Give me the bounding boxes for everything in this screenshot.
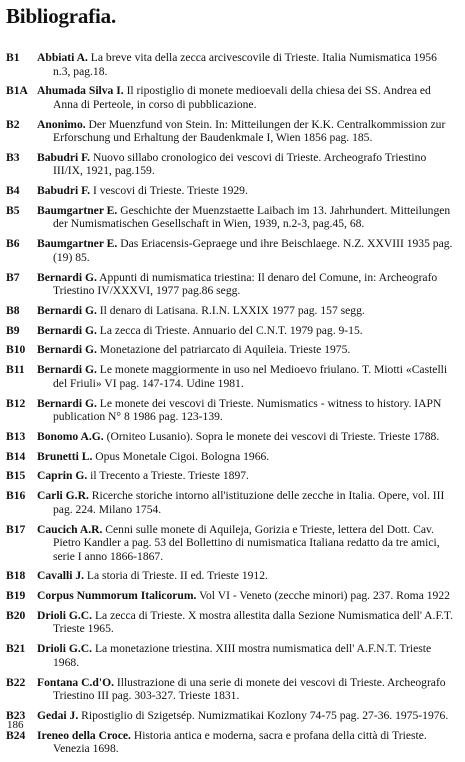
bibliography-entry (0, 450, 465, 464)
entry-continuation: Triestino IV/XXXVI, 1977 pag.86 segg. (53, 284, 241, 298)
entry-body (37, 709, 465, 723)
entry-continuation: 1968. (53, 655, 80, 669)
entry-text: Opus Monetale Cigoi. Bologna 1966. (92, 449, 270, 463)
entry-code: B5 (6, 203, 20, 217)
bibliography-list (0, 51, 465, 762)
entry-author: Caucich A.R. (37, 522, 103, 536)
entry-code: B17 (6, 522, 26, 536)
entry-code: B9 (6, 323, 20, 337)
entry-continuation: Venezia 1698. (53, 742, 119, 756)
entry-text: il Trecento a Trieste. Trieste 1897. (87, 469, 249, 483)
entry-body (37, 609, 465, 636)
entry-body (37, 729, 465, 756)
bibliography-entry (0, 237, 465, 264)
entry-body (37, 304, 465, 318)
entry-body (37, 151, 465, 178)
entry-author: Bernardi G. (37, 396, 97, 410)
entry-code: B3 (6, 150, 20, 164)
page-number: 186 (7, 719, 24, 731)
entry-code: B11 (6, 363, 25, 377)
entry-author: Fontana C.d'O. (37, 675, 114, 689)
entry-code: B13 (6, 429, 26, 443)
entry-author: Carli G.R. (37, 489, 89, 503)
entry-author: Corpus Nummorum Italicorum. (37, 589, 197, 603)
entry-code: B19 (6, 589, 26, 603)
entry-author: Drioli G.C. (37, 642, 93, 656)
entry-first-line (37, 204, 460, 218)
entry-author: Babudri F. (37, 150, 91, 164)
entry-code: B7 (6, 270, 20, 284)
entry-author: Babudri F. (37, 184, 91, 198)
entry-first-line (37, 609, 460, 623)
entry-first-line (37, 676, 460, 690)
entry-body (37, 204, 465, 231)
entry-author: Bernardi G. (37, 270, 97, 284)
entry-body (37, 118, 465, 145)
entry-text: Geschichte der Muenzstaette Laibach im 13. Jahrhundert. Mitteilungen (117, 203, 451, 217)
entry-author: Gedai J. (37, 708, 79, 722)
bibliography-entry (0, 184, 465, 198)
entry-body (37, 271, 465, 298)
entry-text: Nuovo sillabo cronologico dei vescovi di Trieste. Archeografo Triestino (90, 150, 427, 164)
entry-continuation: (19) 85. (53, 250, 90, 264)
bibliography-entry (0, 363, 465, 390)
bibliography-entry (0, 118, 465, 145)
entry-text: Ricerche storiche intorno all'istituzione delle zecche in Italia. Opere, vol. III (88, 489, 445, 503)
entry-body (37, 430, 465, 444)
entry-author: Cavalli J. (37, 569, 85, 583)
entry-continuation: Anna di Perteole, in corso di pubblicazione. (53, 97, 257, 111)
entry-code: B2 (6, 117, 20, 131)
entry-first-line (37, 469, 460, 483)
entry-continuation: III/IX, 1921, pag.159. (53, 164, 155, 178)
entry-author: Baumgartner E. (37, 203, 118, 217)
entry-continuation: del Friuli» VI pag. 147-174. Udine 1981. (53, 376, 244, 390)
entry-body (37, 397, 465, 424)
entry-first-line (37, 51, 460, 65)
bibliography-entry (0, 489, 465, 516)
entry-code: B21 (6, 642, 26, 656)
entry-body (37, 84, 465, 111)
bibliography-entry (0, 523, 465, 564)
entry-text: La monetazione triestina. XIII mostra numismatica dell' A.F.N.T. Trieste (92, 642, 432, 656)
entry-body (37, 51, 465, 78)
entry-first-line (37, 304, 460, 318)
entry-author: Caprin G. (37, 469, 88, 483)
entry-body (37, 523, 465, 564)
entry-code: B10 (6, 343, 26, 357)
entry-author: Anonimo. (37, 117, 86, 131)
entry-code: B15 (6, 469, 26, 483)
bibliography-entry (0, 51, 465, 78)
entry-body (37, 589, 465, 603)
entry-first-line (37, 271, 460, 285)
bibliography-entry (0, 469, 465, 483)
entry-text: Il denaro di Latisana. R.I.N. LXXIX 1977 pag. 157 segg. (96, 303, 365, 317)
entry-body (37, 363, 465, 390)
entry-continuation: publication N° 8 1986 pag. 123-139. (53, 410, 223, 424)
entry-first-line (37, 450, 460, 464)
bibliography-entry (0, 729, 465, 756)
entry-author: Bernardi G. (37, 343, 97, 357)
entry-code: B1 (6, 51, 20, 64)
entry-continuation: der Numismatischen Gesellschaft in Wien, 1939, n.2-3, pag.45, 68. (53, 217, 365, 231)
entry-body (37, 237, 465, 264)
entry-text: Vol VI - Veneto (zecche minori) pag. 237. Roma 1922 (196, 589, 450, 603)
entry-body (37, 184, 465, 198)
entry-body (37, 343, 465, 357)
entry-first-line (37, 709, 460, 723)
bibliography-entry (0, 709, 465, 723)
entry-text: Il ripostiglio di monete medioevali della chiesa dei SS. Andrea ed (123, 84, 431, 98)
bibliography-entry (0, 676, 465, 703)
bibliography-entry (0, 304, 465, 318)
bibliography-entry (0, 397, 465, 424)
bibliography-entry (0, 609, 465, 636)
bibliography-entry (0, 343, 465, 357)
entry-first-line (37, 84, 460, 98)
entry-first-line (37, 343, 460, 357)
entry-author: Bernardi G. (37, 303, 97, 317)
entry-first-line (37, 729, 460, 743)
entry-continuation: Pietro Kandler a pag. 53 del Bollettino di numismatica Italiana redatto da tre amici, serie I anno 1866-1867. (53, 536, 440, 563)
entry-author: Ireneo della Croce. (37, 728, 131, 742)
entry-first-line (37, 489, 460, 503)
entry-first-line (37, 589, 460, 603)
entry-code: B24 (6, 728, 26, 742)
entry-text: La zecca di Trieste. Annuario del C.N.T. 1979 pag. 9-15. (96, 323, 363, 337)
entry-code: B8 (6, 303, 20, 317)
entry-body (37, 676, 465, 703)
entry-author: Baumgartner E. (37, 237, 118, 251)
entry-code: B23 (6, 708, 26, 722)
entry-author: Bonomo A.G. (37, 429, 104, 443)
entry-code: B12 (6, 396, 26, 410)
entry-first-line (37, 184, 460, 198)
entry-text: Appunti di numismatica triestina: Il denaro del Comune, in: Archeografo (96, 270, 438, 284)
entry-author: Drioli G.C. (37, 608, 93, 622)
entry-body (37, 450, 465, 464)
entry-text: Cenni sulle monete di Aquileja, Gorizia e Trieste, lettera del Dott. Cav. (102, 522, 434, 536)
entry-text: Illustrazione di una serie di monete dei vescovi di Trieste. Archeografo (113, 675, 446, 689)
entry-continuation: n.3, pag.18. (53, 64, 108, 78)
entry-author: Bernardi G. (37, 323, 97, 337)
bibliography-entry (0, 642, 465, 669)
entry-text: Monetazione del patriarcato di Aquileia. Trieste 1975. (96, 343, 351, 357)
entry-author: Brunetti L. (37, 449, 93, 463)
bibliography-entry (0, 324, 465, 338)
entry-text: (Orniteo Lusanio). Sopra le monete dei vescovi di Trieste. Trieste 1788. (103, 429, 440, 443)
entry-first-line (37, 363, 460, 377)
page-title: Bibliografia. (6, 4, 116, 28)
entry-first-line (37, 430, 460, 444)
entry-code: B16 (6, 489, 26, 503)
entry-author: Ahumada Silva I. (37, 84, 124, 98)
entry-text: Le monete maggiormente in uso nel Medioevo friulano. T. Miotti «Castelli (96, 363, 448, 377)
entry-first-line (37, 324, 460, 338)
entry-code: B22 (6, 675, 26, 689)
bibliography-entry (0, 430, 465, 444)
entry-code: B1A (6, 84, 28, 98)
entry-text: Der Muenzfund von Stein. In: Mitteilungen der K.K. Centralkommission zur (85, 117, 446, 131)
bibliography-entry (0, 589, 465, 603)
entry-first-line (37, 397, 460, 411)
bibliography-entry (0, 84, 465, 111)
entry-code: B4 (6, 184, 20, 198)
entry-first-line (37, 151, 460, 165)
entry-text: La storia di Trieste. II ed. Trieste 1912. (84, 569, 268, 583)
entry-text: Das Eriacensis-Gepraege und ihre Beischlaege. N.Z. XXVIII 1935 pag. (117, 237, 453, 251)
entry-text: La zecca di Trieste. X mostra allestita dalla Sezione Numismatica dell' A.F.T. (92, 608, 453, 622)
entry-continuation: Trieste 1965. (53, 622, 114, 636)
entry-text: La breve vita della zecca arcivescovile di Trieste. Italia Numismatica 1956 (87, 51, 437, 64)
entry-text: Le monete dei vescovi di Trieste. Numismatics - witness to history. IAPN (96, 396, 442, 410)
entry-code: B20 (6, 608, 26, 622)
entry-text: Historia antica e moderna, sacra e profana della città di Trieste. (130, 728, 427, 742)
entry-continuation: pag. 224. Milano 1754. (53, 502, 162, 516)
entry-first-line (37, 569, 460, 583)
entry-body (37, 642, 465, 669)
bibliography-entry (0, 271, 465, 298)
entry-first-line (37, 237, 460, 251)
entry-first-line (37, 523, 460, 537)
entry-author: Abbiati A. (37, 51, 88, 64)
entry-code: B18 (6, 569, 26, 583)
entry-body (37, 489, 465, 516)
entry-first-line (37, 642, 460, 656)
entry-continuation: Erforschung und Erhaltung der Baudenkmale I, Wien 1856 pag. 185. (53, 131, 373, 145)
entry-text: Ripostiglio di Szigetsép. Numizmatikai Kozlony 74-75 pag. 27-36. 1975-1976. (78, 708, 449, 722)
entry-code: B6 (6, 237, 20, 251)
entry-first-line (37, 118, 460, 132)
entry-author: Bernardi G. (37, 363, 97, 377)
bibliography-entry (0, 569, 465, 583)
entry-code: B14 (6, 449, 26, 463)
entry-text: I vescovi di Trieste. Trieste 1929. (90, 184, 248, 198)
bibliography-entry (0, 151, 465, 178)
entry-body (37, 469, 465, 483)
entry-body (37, 569, 465, 583)
bibliography-entry (0, 204, 465, 231)
entry-body (37, 324, 465, 338)
entry-continuation: Triestino III pag. 303-327. Trieste 1831. (53, 689, 240, 703)
